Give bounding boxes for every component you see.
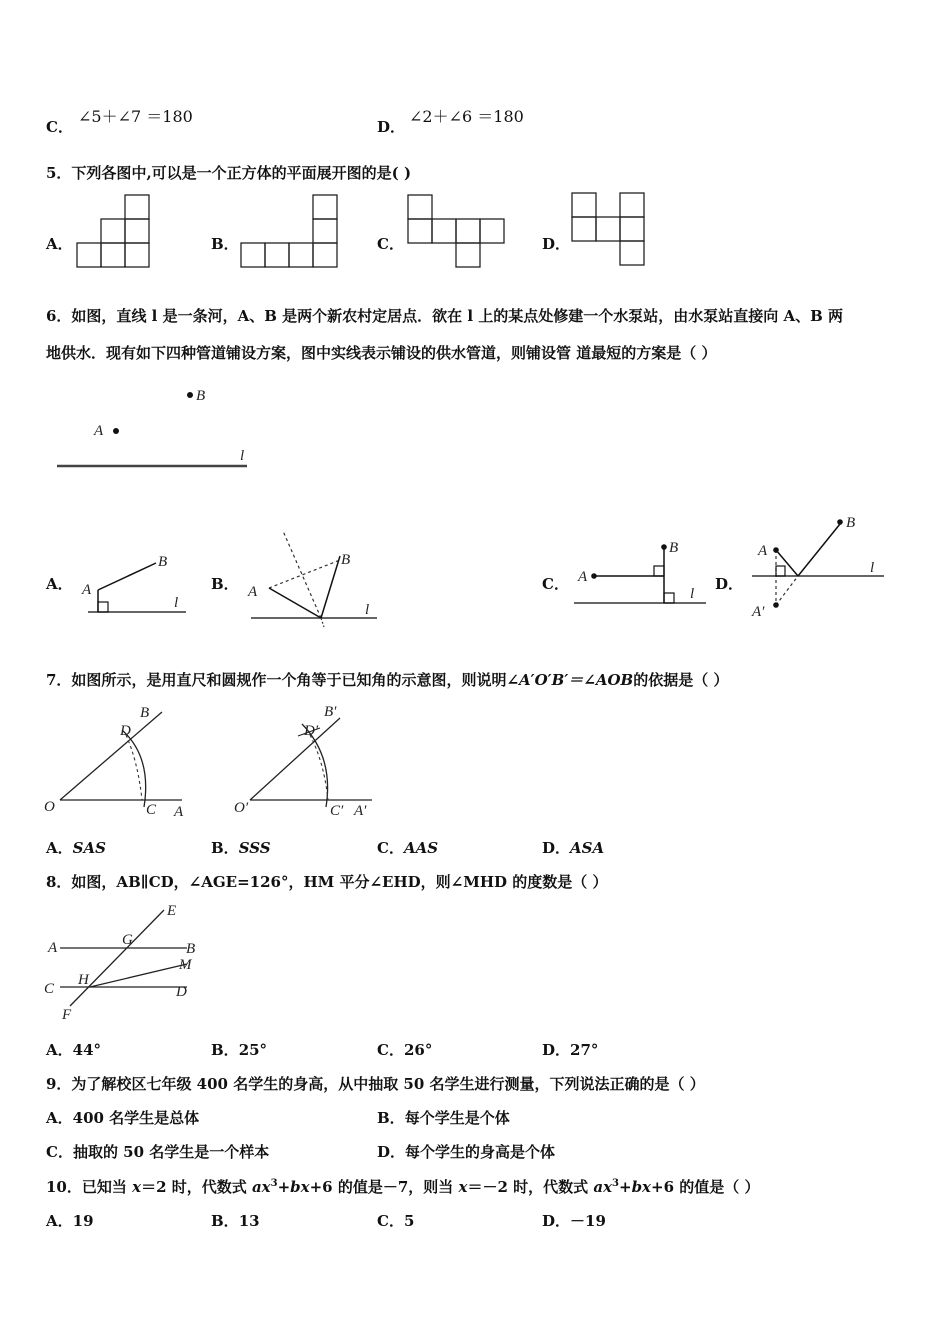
- q7-option-b-value: SSS: [238, 839, 271, 857]
- q4-option-c-label: C．: [46, 118, 73, 136]
- q8-option-c-value: 26°: [403, 1041, 433, 1059]
- q7-option-d-label: D．: [542, 839, 571, 857]
- q6-main-label-l: l: [240, 448, 245, 464]
- q6-figure-d: [750, 508, 890, 623]
- q10-option-d-value: －19: [570, 1212, 606, 1230]
- q8-stem: 8．如图，AB∥CD，∠AGE=126°，HM 平分∠EHD，则∠MHD 的度数是（ ）: [46, 873, 608, 891]
- q10-option-a-value: 19: [72, 1212, 94, 1230]
- q10-exponent-2: 3: [612, 1178, 619, 1189]
- q6-figure-a: [80, 550, 190, 620]
- q8-option-c: [377, 1039, 432, 1060]
- q7-option-b-label: B．: [211, 839, 239, 857]
- q6-c-label-a: A: [578, 569, 588, 585]
- q10-option-b-label: B．: [211, 1212, 239, 1230]
- q6-a-label-a: A: [82, 582, 92, 598]
- q8-figure: [42, 900, 212, 1025]
- q5-net-b: [241, 194, 338, 267]
- q7-option-b: [211, 837, 271, 858]
- q9-option-c-value: 抽取的 50 名学生是一个样本: [72, 1143, 270, 1161]
- q7-fig1-label-o: O: [44, 799, 55, 815]
- q8-option-a-value: 44°: [72, 1041, 102, 1059]
- q8-option-d-label: D．: [542, 1041, 571, 1059]
- q7-fig1-label-b: B: [140, 705, 150, 721]
- q8-option-b-value: 25°: [238, 1041, 268, 1059]
- q8-label-h: H: [78, 972, 89, 988]
- q10-stem-part1: 10．已知当: [46, 1178, 133, 1196]
- q9-option-a: [46, 1107, 199, 1128]
- q7-fig2-label-d: D′: [304, 723, 319, 739]
- q8-label-m: M: [179, 957, 192, 973]
- q7-option-a-label: A．: [46, 839, 73, 857]
- q6-a-label-b: B: [158, 554, 168, 570]
- q9-option-b-label: B．: [377, 1109, 405, 1127]
- q7-option-c-label: C．: [377, 839, 404, 857]
- q7-option-a-value: SAS: [72, 839, 106, 857]
- q8-option-c-label: C．: [377, 1041, 404, 1059]
- q10-term-ax-1: ax: [251, 1178, 271, 1196]
- q9-option-c-label: C．: [46, 1143, 73, 1161]
- q4-option-c-expr: ∠5＋∠7 ＝180: [78, 107, 193, 126]
- q7-stem-math: ∠A′O′B′＝∠AOB: [506, 671, 634, 689]
- q6-b-label-l: l: [365, 602, 370, 618]
- q5-net-c: [408, 194, 505, 267]
- q8-label-d: D: [176, 984, 187, 1000]
- q7-stem-prefix: 7．如图所示，是用直尺和圆规作一个角等于已知角的示意图，则说明: [46, 671, 507, 689]
- q5-stem: 5．下列各图中,可以是一个正方体的平面展开图的是( ): [46, 164, 412, 182]
- q6-main-label-b: B: [196, 388, 206, 404]
- q4-option-d-expr: ∠2＋∠6 ＝180: [409, 107, 524, 126]
- q6-option-b-label: B．: [211, 575, 239, 593]
- q6-b-label-b: B: [341, 552, 351, 568]
- q7-fig2-label-o: O′: [234, 800, 249, 816]
- q5-option-a-label: A．: [46, 235, 73, 253]
- q6-a-label-l: l: [174, 595, 179, 611]
- q7-fig1-label-c: C: [146, 802, 157, 818]
- q10-stem-part4: ＝－2 时，代数式: [467, 1178, 594, 1196]
- q9-stem: 9．为了解校区七年级 400 名学生的身高，从中抽取 50 名学生进行测量，下列说法正确的是（ ）: [46, 1075, 705, 1093]
- q6-c-label-b: B: [669, 540, 679, 556]
- q10-stem-part2: ＝2 时，代数式: [141, 1178, 252, 1196]
- q7-option-c-value: AAS: [403, 839, 439, 857]
- q9-option-d-value: 每个学生的身高是个体: [405, 1143, 556, 1161]
- q10-stem-part3: +6 的值是－7，则当: [309, 1178, 459, 1196]
- q10-option-c: [377, 1210, 414, 1231]
- q6-option-a-label: A．: [46, 575, 73, 593]
- q6-stem-line1: 6．如图，直线 l 是一条河，A、B 是两个新农村定居点．欲在 l 上的某点处修建一个水泵站，由水泵站直接向 A、B 两: [46, 307, 844, 325]
- q10-stem-part5: +6 的值是（ ）: [651, 1178, 760, 1196]
- q6-stem-line2: 地供水．现有如下四种管道铺设方案，图中实线表示铺设的供水管道，则铺设管 道最短的方案是（ ）: [46, 344, 717, 362]
- q6-d-label-l: l: [870, 560, 875, 576]
- q7-stem: [46, 669, 728, 690]
- q8-label-e: E: [167, 903, 177, 919]
- q5-option-c-label: C．: [377, 235, 404, 253]
- q7-fig1-label-a: A: [174, 804, 184, 820]
- q7-option-d: [542, 837, 604, 858]
- q6-c-label-l: l: [690, 586, 695, 602]
- q8-option-a: [46, 1039, 101, 1060]
- q10-option-b-value: 13: [238, 1212, 260, 1230]
- q6-b-label-a: A: [248, 584, 258, 600]
- q10-var-x-1: x: [132, 1178, 142, 1196]
- q6-option-d-label: D．: [715, 575, 744, 593]
- q6-d-label-a: A: [758, 543, 768, 559]
- q7-fig1-label-d: D: [120, 723, 131, 739]
- q10-option-c-label: C．: [377, 1212, 404, 1230]
- q6-main-figure: [50, 380, 260, 475]
- q10-option-d: [542, 1210, 606, 1231]
- q10-var-x-2: x: [458, 1178, 468, 1196]
- q6-figure-b: [245, 528, 380, 628]
- q8-option-d-value: 27°: [570, 1041, 599, 1059]
- q10-plus-1: +: [277, 1178, 291, 1196]
- q8-label-b: B: [186, 941, 196, 957]
- q10-option-a-label: A．: [46, 1212, 73, 1230]
- q8-option-b: [211, 1039, 267, 1060]
- q7-fig2-label-b: B′: [324, 704, 337, 720]
- q7-figure-copy: [230, 702, 390, 827]
- q7-option-a: [46, 837, 106, 858]
- q7-fig2-label-c: C′: [330, 803, 344, 819]
- q7-fig2-label-a: A′: [354, 803, 367, 819]
- q10-option-d-label: D．: [542, 1212, 571, 1230]
- q6-figure-c: [572, 535, 712, 610]
- q6-main-label-a: A: [94, 423, 104, 439]
- q10-option-a: [46, 1210, 94, 1231]
- q8-label-a: A: [48, 940, 58, 956]
- q10-term-bx-2: bx: [631, 1178, 651, 1196]
- q10-exponent-1: 3: [270, 1178, 278, 1189]
- q9-option-a-value: 400 名学生是总体: [72, 1109, 200, 1127]
- q8-option-a-label: A．: [46, 1041, 73, 1059]
- q10-term-bx-1: bx: [290, 1178, 310, 1196]
- q6-option-c-label: C．: [542, 575, 569, 593]
- q8-label-g: G: [122, 932, 133, 948]
- q5-net-a: [77, 194, 150, 267]
- q9-option-a-label: A．: [46, 1109, 73, 1127]
- q10-option-c-value: 5: [403, 1212, 415, 1230]
- q10-option-b: [211, 1210, 260, 1231]
- q10-term-ax-2: ax: [593, 1178, 613, 1196]
- q9-option-d: [377, 1141, 555, 1162]
- q4-option-d-label: D．: [377, 118, 406, 136]
- q7-figure-original: [40, 702, 200, 827]
- q7-option-d-value: ASA: [570, 839, 605, 857]
- q5-option-b-label: B．: [211, 235, 239, 253]
- q10-plus-2: +: [618, 1178, 632, 1196]
- q7-option-c: [377, 837, 438, 858]
- q5-option-d-label: D．: [542, 235, 571, 253]
- q6-d-label-a-prime: A′: [752, 604, 765, 620]
- q8-option-b-label: B．: [211, 1041, 239, 1059]
- q8-option-d: [542, 1039, 598, 1060]
- q10-stem: [46, 1176, 759, 1197]
- q8-label-f: F: [62, 1007, 72, 1023]
- q7-stem-suffix: 的依据是（ ）: [633, 671, 729, 689]
- q9-option-c: [46, 1141, 269, 1162]
- q8-label-c: C: [44, 981, 55, 997]
- q9-option-d-label: D．: [377, 1143, 406, 1161]
- q9-option-b-value: 每个学生是个体: [404, 1109, 510, 1127]
- q5-net-d: [572, 192, 646, 267]
- q9-option-b: [377, 1107, 510, 1128]
- q6-d-label-b: B: [846, 515, 856, 531]
